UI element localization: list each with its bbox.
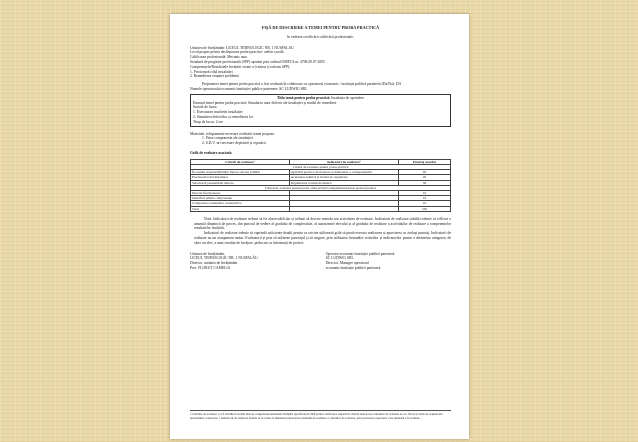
header-line: 2. Remedierea situației problemă (190, 74, 239, 79)
grid-section-label: Criterii de evaluare pentru proba orală privind complementaritatea probei practice (191, 185, 451, 190)
materials-block (190, 132, 451, 146)
signature-line: economic/instituție publică parteneră (325, 265, 381, 270)
document-subtitle: în vederea certificării calificării profesionale, (287, 34, 354, 39)
score-cell: 10 (398, 196, 450, 201)
criteria-cell: Selectează prezentările defecte (191, 180, 290, 185)
materials-item: 2. S.D.V.-uri necesare depistării și reparării (202, 141, 266, 146)
score-cell: 30 (398, 180, 450, 185)
header-block (190, 46, 451, 92)
indicator-cell: Aplicării practice de montare și demontare a componentelor (289, 170, 398, 175)
theme-line: Timp de lucru: 2 ore (193, 119, 224, 124)
signature-right (326, 252, 451, 271)
header-line: Competențele/Rezultatele învățării vizate a fi atinse (conform SPP): (190, 64, 291, 69)
grid-section-label: Criterii de evaluare pentru proba practică (191, 164, 451, 169)
score-cell: 20 (398, 175, 450, 180)
note-paragraph: Notă: Indicatorii de realizare trebuie să fie observabili dar și trebuie să descrie metoda sau activitatea de evaluare. Indicatorii de realizare stabiliți trebuie să reflecte o anumită dinamică de proces, din punctul de vedere al gradului de complexitate, al autonomiei elevului și al gradului de realizare a activităților de realizare a competențelor rezultatelor învățării. (194, 216, 451, 231)
signature-line: SC LUDWIG SRL (325, 256, 354, 261)
signature-line: Director, unitatea de învățământ (190, 261, 238, 266)
score-cell: 20 (398, 170, 450, 175)
header-line: Standard de pregătire profesională (SPP) aprobat prin ordinul OMECȘ nr. 4706/29.07.2005 (190, 59, 325, 64)
theme-heading-label: Titlu temă pentru proba practică: (276, 95, 331, 100)
grid-header-criteria: Criterii de evaluare¹ (191, 159, 290, 164)
header-line: Calificarea profesională: Mecanic auto (190, 55, 248, 60)
evaluation-grid (190, 159, 451, 212)
total-row (191, 206, 451, 211)
notes-block (190, 217, 451, 246)
total-label: Total (191, 206, 290, 211)
total-empty-cell (289, 206, 398, 211)
materials-item: 1. Piese componente ale instalației (202, 136, 253, 141)
theme-box (190, 94, 451, 127)
criteria-cell: Compararea variantelor constructive (191, 201, 290, 206)
criteria-cell: Își asumă responsabilitățile fișă de sarcina primită (191, 170, 290, 175)
score-cell: 10 (398, 201, 450, 206)
theme-line: 1. Executarea machetei instalației (193, 110, 243, 115)
signature-line: Director, Manager operatorul (325, 261, 369, 266)
indicator-cell: Acuratețea tehnică și modul de organizare (289, 175, 398, 180)
theme-line: Enunțul temei pentru proba practică: Simularea unor defecte ale instalației și modul de remediere (193, 100, 337, 105)
indicator-cell: Organizarea locului de muncă (289, 180, 398, 185)
theme-line: 2. Simularea defectelor și remedierea lor (193, 114, 253, 119)
total-value: 100 (398, 206, 450, 211)
signature-left (190, 252, 315, 271)
header-line: Locul propus pentru desfășurarea probei practice: atelier școală (190, 50, 284, 55)
grid-header-score: Punctaj acordat (398, 159, 450, 164)
document-title: FIȘĂ DE DESCRIERE A TEMEI PENTRU PROBA PRACTICĂ (261, 25, 380, 30)
materials-intro: Materiale, echipamente necesare realizării temei propuse: (190, 131, 275, 136)
grid-title: Grilă de evaluare asociată: (190, 150, 233, 155)
theme-heading-value: Instalația de aprindere (331, 95, 365, 100)
signature-line: Prof. FLORUȚ CAMELIA (190, 265, 231, 270)
signature-line: Operator economic/instituție publică parteneră (325, 251, 395, 256)
score-cell: 10 (398, 190, 450, 195)
criteria-cell: Descrie funcționarea (191, 190, 290, 195)
proposal-line: Propunerea temei pentru proba practică a fost realizată în colaborare cu operatorul economic / instituția publică parteneră (Da/Nu): DA (202, 82, 402, 87)
header-line: Unitatea de învățământ: LICEUL TEHNOLOGIC NR. 1 NUȘFALĂU (190, 45, 294, 50)
note-paragraph: Indicatorii de realizare trebuie să cuprindă suficiente detalii pentru ca oricine utilizează grila să poată executa realizarea și aprecierea cu același punctaj. Indicatorii de realizare au un aranjament unitar. Evaluatorii și prin să utilizeze punctajul și să asigure, prin utilizarea formulării criteriilor și indicatorilor pentru a determina atingerea, de către un elev, a unui rezultat de învățare, prelucrat cu informații de proiect. (194, 231, 451, 245)
signature-block (190, 252, 451, 271)
header-line: 1. Precizează rolul instalației (190, 69, 233, 74)
grid-header-indicators: Indicatori de realizare² (289, 159, 398, 164)
partner-line: Numele operatorului economic/instituției publice partenere: SC LUDWIG SRL (190, 86, 308, 91)
criteria-cell: Identifică părțile componente (191, 196, 290, 201)
footnote: ¹ Criteriile de evaluare vor fi stabilite folosind lista de competențe/rezultatele învățării specificate în SPP pentru calificarea respectivă. Pentru elaborarea criteriilor de evaluare se vor folosi și verbe de acțiune din taxonomiile consacrate. ² Indicatorii de realizare trebuie să se refere la măsurarea/aprecierea nivelului de realizare a criteriilor de evaluare, prin precizarea aspectelor care urmează a fi evaluate. (190, 410, 451, 421)
signature-line: Unitatea de învățământ, (190, 251, 226, 256)
criteria-cell: Precizează rolul instalației (191, 175, 290, 180)
document-page (170, 14, 469, 439)
theme-line: Sarcini de lucru: (193, 105, 218, 110)
signature-line: LICEUL TEHNOLOGIC NR. 1 NUȘFALĂU (190, 256, 258, 261)
